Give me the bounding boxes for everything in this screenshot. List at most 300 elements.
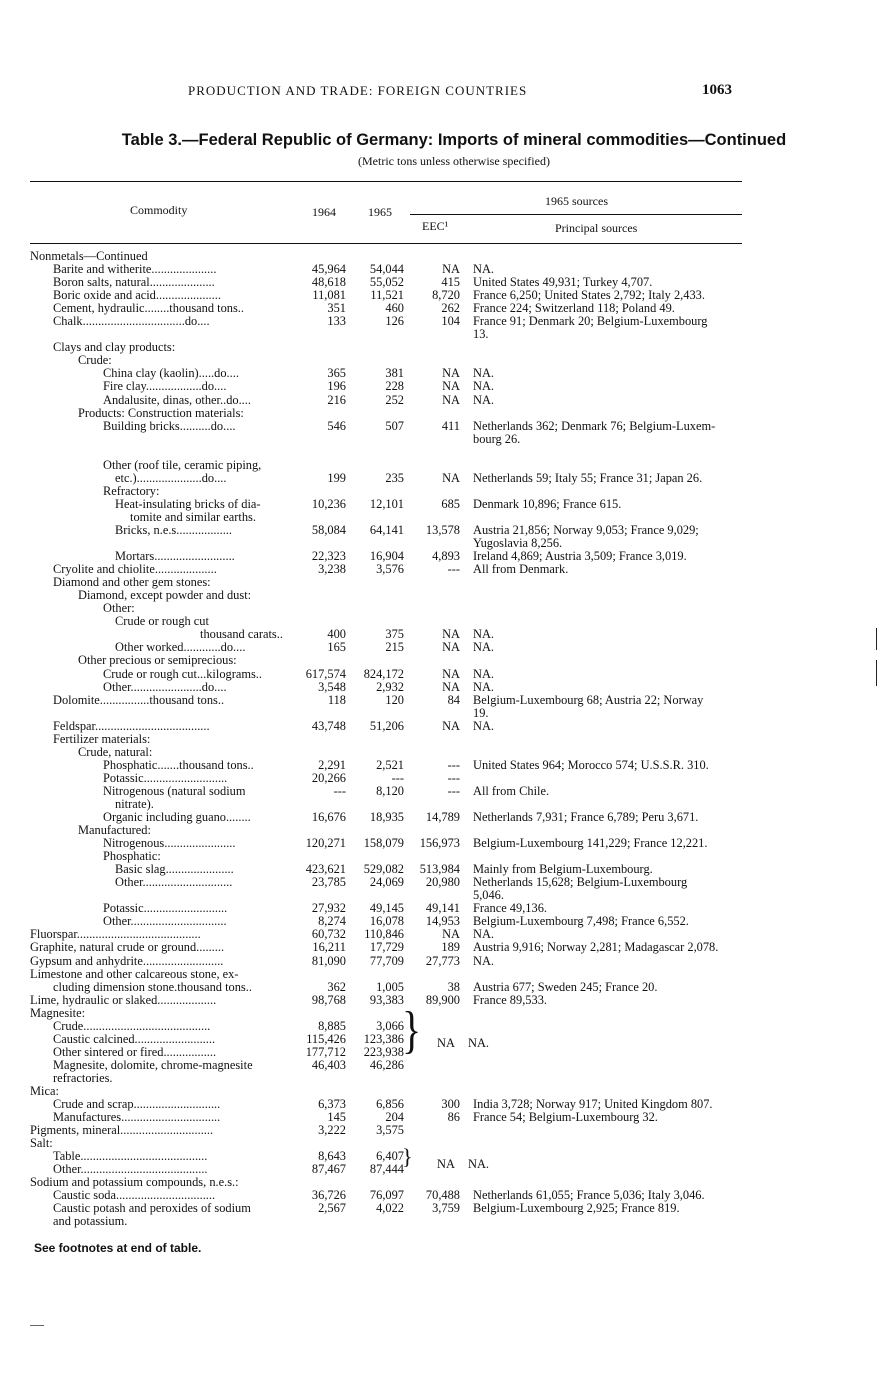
row-label: Salt: (30, 1137, 53, 1151)
row-label: Other sintered or fired................. (53, 1045, 217, 1059)
row-label: Limestone and other calcareous stone, ex- (30, 967, 239, 981)
value-eec: NA (442, 366, 460, 381)
page-number: 1063 (702, 82, 732, 98)
value-eec: 156,973 (419, 836, 460, 851)
table-body (0, 250, 888, 1229)
row-label: Fire clay..................do.... (103, 380, 227, 394)
margin-mark (876, 628, 877, 650)
value-1964: 165 (327, 640, 346, 655)
principal-sources: NA. (473, 640, 494, 655)
row-label: Heat-insulating bricks of dia- (115, 497, 261, 511)
value-1964: 216 (327, 392, 346, 407)
value-eec: NA (442, 679, 460, 694)
table-row (0, 589, 888, 602)
row-label: Clays and clay products: (53, 341, 176, 355)
value-eec: 84 (447, 692, 460, 707)
principal-sources: All from Chile. (473, 783, 550, 798)
value-eec: 38 (447, 979, 460, 994)
value-1965: 6,856 (376, 1097, 404, 1112)
row-label: nitrate). (115, 797, 154, 811)
value-1965: 77,709 (369, 953, 404, 968)
row-label: Caustic calcined.......................... (53, 1032, 216, 1046)
value-1965: 16,078 (369, 914, 404, 929)
principal-sources: All from Denmark. (473, 562, 569, 577)
principal-sources: United States 49,931; Turkey 4,707. (473, 275, 653, 290)
row-label: Gypsum and anhydrite.......................... (30, 954, 224, 968)
principal-sources: France 89,533. (473, 992, 547, 1007)
principal-sources: NA. (473, 953, 494, 968)
value-1964: 118 (327, 692, 346, 707)
principal-sources: NA. (473, 392, 494, 407)
table-row (0, 380, 888, 393)
table-row (0, 876, 888, 889)
row-label: Barite and witherite..................... (53, 263, 217, 277)
col-eec: EEC¹ (422, 219, 449, 233)
principal-sources: NA. (473, 927, 494, 942)
table-row (0, 681, 888, 694)
principal-sources: 19. (473, 705, 489, 720)
value-1965: 2,521 (376, 757, 404, 772)
row-label: Products: Construction materials: (78, 406, 244, 420)
row-label: Nitrogenous (natural sodium (103, 784, 246, 798)
value-eec: NA (442, 627, 460, 642)
row-label: etc.).....................do.... (115, 471, 227, 485)
table-row (0, 446, 888, 459)
row-label: Crude, natural: (78, 745, 153, 759)
value-1965: 8,120 (376, 783, 404, 798)
value-1965: 824,172 (363, 666, 404, 681)
table-row (0, 654, 888, 667)
value-1964: 8,885 (318, 1018, 346, 1033)
row-label: Caustic soda................................ (53, 1189, 216, 1203)
corner-mark (30, 1325, 44, 1326)
value-eec: --- (447, 783, 460, 798)
value-eec: 415 (441, 275, 460, 290)
value-eec: 685 (441, 496, 460, 511)
row-label: Andalusite, dinas, other..do.... (103, 393, 251, 407)
value-eec: 14,789 (425, 810, 460, 825)
row-label: Mortars.......................... (115, 550, 235, 564)
value-eec: 27,773 (425, 953, 460, 968)
row-label: Pigments, mineral.............................. (30, 1124, 214, 1138)
row-label: thousand carats.. (200, 628, 283, 642)
value-1965: 51,206 (369, 718, 404, 733)
table-row (0, 772, 888, 785)
magnesite-brace: } (402, 1000, 422, 1059)
sources-rule (410, 214, 742, 215)
row-label: Fluorspar........................................ (30, 928, 201, 942)
principal-sources: Belgium-Luxembourg 68; Austria 22; Norway (473, 692, 704, 707)
row-label: Feldspar..................................... (53, 719, 210, 733)
value-1964: 60,732 (311, 927, 346, 942)
row-label: Crude or rough cut (115, 615, 209, 629)
value-eec: 89,900 (425, 992, 460, 1007)
value-1965: 76,097 (369, 1188, 404, 1203)
value-1964: 81,090 (311, 953, 346, 968)
row-label: Nonmetals—Continued (30, 250, 148, 263)
value-1965: 375 (385, 627, 404, 642)
value-1965: 12,101 (369, 496, 404, 511)
value-1965: 18,935 (369, 810, 404, 825)
value-1964: 177,712 (305, 1044, 346, 1059)
row-label: Magnesite, dolomite, chrome-magnesite (53, 1058, 253, 1072)
table-row (0, 433, 888, 446)
col-commodity: Commodity (130, 203, 188, 217)
row-label: Table......................................... (53, 1150, 208, 1164)
value-1964: 8,643 (318, 1149, 346, 1164)
value-eec: NA (442, 392, 460, 407)
value-1964: 23,785 (311, 875, 346, 890)
value-eec: 189 (441, 940, 460, 955)
row-label: Other............................. (115, 876, 233, 890)
value-1964: 6,373 (318, 1097, 346, 1112)
value-1965: 123,386 (363, 1031, 404, 1046)
value-1964: 199 (327, 470, 346, 485)
row-label: Basic slag...................... (115, 863, 234, 877)
value-1964: 133 (327, 314, 346, 329)
salt-brace: } (402, 1144, 413, 1169)
row-label: Potassic........................... (103, 902, 228, 916)
row-label: Lime, hydraulic or slaked................... (30, 993, 217, 1007)
value-1965: 16,904 (369, 549, 404, 564)
table-row (0, 420, 888, 433)
table-row (0, 955, 888, 968)
col-1965-sources: 1965 sources (545, 194, 608, 208)
value-1964: 365 (327, 366, 346, 381)
principal-sources: Belgium-Luxembourg 2,925; France 819. (473, 1201, 680, 1216)
table-row (0, 1098, 888, 1111)
value-1965: 158,079 (363, 836, 404, 851)
row-label: Building bricks..........do.... (103, 419, 236, 433)
value-1965: 120 (385, 692, 404, 707)
table-row (0, 485, 888, 498)
row-label: Phosphatic.......thousand tons.. (103, 758, 254, 772)
table-row (0, 811, 888, 824)
value-1965: 87,444 (369, 1162, 404, 1177)
value-1964: 8,274 (318, 914, 346, 929)
table-row (0, 720, 888, 733)
margin-mark (876, 660, 877, 686)
value-1964: 16,211 (312, 940, 346, 955)
value-1965: 381 (385, 366, 404, 381)
row-label: Boric oxide and acid..................... (53, 289, 221, 303)
value-1965: 1,005 (376, 979, 404, 994)
col-principal-sources: Principal sources (555, 221, 638, 235)
principal-sources: NA. (473, 666, 494, 681)
value-1965: 3,066 (376, 1018, 404, 1033)
table-caption (0, 131, 888, 169)
row-label: Potassic........................... (103, 771, 228, 785)
value-1965: 460 (385, 301, 404, 316)
value-eec: NA (442, 927, 460, 942)
row-label: Mica: (30, 1085, 59, 1098)
value-1964: 145 (327, 1110, 346, 1125)
value-1965: 6,407 (376, 1149, 404, 1164)
table-subtitle: (Metric tons unless otherwise specified) (358, 154, 550, 168)
row-label: refractories. (53, 1071, 113, 1085)
header-top-rule (30, 181, 742, 182)
value-1964: 423,621 (305, 862, 346, 877)
table-row (0, 1007, 888, 1020)
table-row (0, 498, 888, 511)
value-1965: 507 (385, 418, 404, 433)
principal-sources: United States 964; Morocco 574; U.S.S.R. 310. (473, 757, 709, 772)
value-1964: 196 (327, 379, 346, 394)
value-1964: 46,403 (311, 1057, 346, 1072)
value-1965: 64,141 (369, 522, 404, 537)
value-1964: 2,567 (318, 1201, 346, 1216)
salt-sources: NA. (468, 1157, 489, 1171)
value-eec: NA (442, 718, 460, 733)
row-label: cluding dimension stone.thousand tons.. (53, 980, 252, 994)
table-row (0, 459, 888, 472)
principal-sources: Austria 9,916; Norway 2,281; Madagascar 2,078. (473, 940, 719, 955)
value-1965: 110,846 (364, 927, 404, 942)
table-row (0, 746, 888, 759)
value-1964: 3,548 (318, 679, 346, 694)
value-1964: 11,081 (312, 288, 346, 303)
value-eec: 411 (441, 418, 460, 433)
value-1965: 3,576 (376, 562, 404, 577)
value-1964: 3,222 (318, 1123, 346, 1138)
row-label: Magnesite: (30, 1006, 86, 1020)
value-1964: 351 (327, 301, 346, 316)
running-head-title: PRODUCTION AND TRADE: FOREIGN COUNTRIES (188, 83, 528, 98)
col-1964: 1964 (312, 205, 336, 219)
principal-sources: Belgium-Luxembourg 141,229; France 12,221. (473, 836, 708, 851)
row-label: Manufactured: (78, 824, 151, 838)
row-label: Diamond and other gem stones: (53, 576, 211, 590)
value-1965: 46,286 (369, 1057, 404, 1072)
table-row (0, 328, 888, 341)
row-label: China clay (kaolin).....do.... (103, 367, 239, 381)
row-label: Cement, hydraulic........thousand tons.. (53, 302, 244, 316)
principal-sources: France 224; Switzerland 118; Poland 49. (473, 301, 675, 316)
table-row (0, 837, 888, 850)
row-label: Sodium and potassium compounds, n.e.s.: (30, 1176, 239, 1190)
value-1964: 87,467 (311, 1162, 346, 1177)
value-eec: 14,953 (425, 914, 460, 929)
value-1964: 27,932 (311, 901, 346, 916)
row-label: Crude......................................... (53, 1019, 211, 1033)
table-row (0, 524, 888, 537)
principal-sources: NA. (473, 366, 494, 381)
value-1965: 24,069 (369, 875, 404, 890)
value-eec: NA (442, 379, 460, 394)
row-label: Other: (103, 602, 135, 616)
value-1964: 48,618 (311, 275, 346, 290)
principal-sources: France 6,250; United States 2,792; Italy 2,433. (473, 288, 705, 303)
row-label: Bricks, n.e.s.................. (115, 523, 233, 537)
row-label: Other (roof tile, ceramic piping, (103, 458, 262, 472)
value-1964: 22,323 (311, 549, 346, 564)
table-row (0, 994, 888, 1007)
table-row (0, 1111, 888, 1124)
principal-sources: Austria 21,856; Norway 9,053; France 9,029; (473, 522, 699, 537)
magnesite-sources: NA. (468, 1036, 489, 1050)
header-bottom-rule (30, 243, 742, 244)
table-row (0, 981, 888, 994)
row-label: Other......................................... (53, 1163, 208, 1177)
salt-eec: NA (437, 1157, 455, 1171)
value-1964: 45,964 (311, 262, 346, 277)
principal-sources: Ireland 4,869; Austria 3,509; France 3,019. (473, 549, 687, 564)
row-label: Crude: (78, 354, 112, 368)
value-1964: 120,271 (305, 836, 346, 851)
table-row (0, 407, 888, 420)
value-1965: 529,082 (363, 862, 404, 877)
row-label: Diamond, except powder and dust: (78, 589, 252, 603)
row-label: Crude and scrap............................ (53, 1098, 221, 1112)
table-row (0, 1072, 888, 1085)
row-label: Fertilizer materials: (53, 732, 151, 746)
principal-sources: NA. (473, 679, 494, 694)
value-eec: 300 (441, 1097, 460, 1112)
value-eec: 8,720 (432, 288, 460, 303)
table-row (0, 1137, 888, 1150)
row-label: Other............................... (103, 915, 227, 929)
row-label: Chalk.................................do.... (53, 315, 210, 329)
value-1965: 11,521 (370, 288, 404, 303)
table-row (0, 941, 888, 954)
table-row (0, 1020, 888, 1033)
value-eec: NA (442, 666, 460, 681)
row-label: Boron salts, natural..................... (53, 276, 215, 290)
value-1964: 10,236 (311, 496, 346, 511)
row-label: Crude or rough cut...kilograms.. (103, 667, 262, 681)
value-1964: 20,266 (311, 770, 346, 785)
value-1964: 2,291 (318, 757, 346, 772)
value-eec: 3,759 (432, 1201, 460, 1216)
table-row (0, 563, 888, 576)
principal-sources: Netherlands 59; Italy 55; France 31; Japan 26. (473, 470, 703, 485)
row-label: and potassium. (53, 1215, 128, 1229)
value-1964: 16,676 (311, 810, 346, 825)
row-label: Dolomite................thousand tons.. (53, 693, 225, 707)
value-1965: 93,383 (369, 992, 404, 1007)
value-1965: 2,932 (376, 679, 404, 694)
value-1965: 204 (385, 1110, 404, 1125)
col-1965: 1965 (368, 205, 392, 219)
value-1965: 3,575 (376, 1123, 404, 1138)
table-row (0, 1124, 888, 1137)
row-label: Other precious or semiprecious: (78, 654, 237, 668)
value-1964: 400 (327, 627, 346, 642)
table-row (0, 394, 888, 407)
principal-sources: France 54; Belgium-Luxembourg 32. (473, 1110, 658, 1125)
value-1964: --- (333, 783, 346, 798)
table-row (0, 1215, 888, 1228)
table-row (0, 707, 888, 720)
value-1965: 223,938 (363, 1044, 404, 1059)
value-1964: 58,084 (311, 522, 346, 537)
table-row (0, 1059, 888, 1072)
principal-sources: Netherlands 61,055; France 5,036; Italy 3,046. (473, 1188, 705, 1203)
table-row (0, 315, 888, 328)
value-1965: 4,022 (376, 1201, 404, 1216)
table-title: Table 3.—Federal Republic of Germany: Imports of mineral commodities—Continued (121, 131, 787, 149)
row-label: Phosphatic: (103, 850, 161, 864)
value-1964: 617,574 (305, 666, 346, 681)
principal-sources: NA. (473, 718, 494, 733)
principal-sources: Netherlands 15,628; Belgium-Luxembourg (473, 875, 688, 890)
value-eec: NA (442, 640, 460, 655)
value-eec: 262 (441, 301, 460, 316)
principal-sources: NA. (473, 262, 494, 277)
principal-sources: Denmark 10,896; France 615. (473, 496, 622, 511)
value-eec: 513,984 (419, 862, 460, 877)
running-head (0, 83, 888, 103)
principal-sources: bourg 26. (473, 431, 521, 446)
table-row (0, 733, 888, 746)
value-eec: --- (447, 770, 460, 785)
value-1965: 17,729 (369, 940, 404, 955)
row-label: Cryolite and chiolite.................... (53, 563, 217, 577)
principal-sources: Yugoslavia 8,256. (473, 536, 563, 551)
value-1965: 228 (385, 379, 404, 394)
value-1964: 43,748 (311, 718, 346, 733)
row-label: Other worked............do.... (115, 641, 246, 655)
row-label: Graphite, natural crude or ground......... (30, 941, 225, 955)
value-1965: 235 (385, 470, 404, 485)
row-label: Organic including guano........ (103, 811, 251, 825)
table-row (0, 1202, 888, 1215)
value-eec: 49,141 (425, 901, 460, 916)
value-eec: 70,488 (425, 1188, 460, 1203)
principal-sources: Netherlands 362; Denmark 76; Belgium-Luxem- (473, 418, 716, 433)
value-1965: 252 (385, 392, 404, 407)
principal-sources: Mainly from Belgium-Luxembourg. (473, 862, 653, 877)
table-row (0, 472, 888, 485)
principal-sources: Belgium-Luxembourg 7,498; France 6,552. (473, 914, 689, 929)
table-row (0, 641, 888, 654)
principal-sources: NA. (473, 627, 494, 642)
value-1964: 36,726 (311, 1188, 346, 1203)
principal-sources: NA. (473, 379, 494, 394)
value-eec: 4,893 (432, 549, 460, 564)
value-1964: 546 (327, 418, 346, 433)
value-1965: 215 (385, 640, 404, 655)
value-1965: --- (391, 770, 404, 785)
value-eec: NA (442, 262, 460, 277)
principal-sources: France 91; Denmark 20; Belgium-Luxembourg (473, 314, 708, 329)
value-eec: 86 (447, 1110, 460, 1125)
value-eec: --- (447, 562, 460, 577)
value-1965: 126 (385, 314, 404, 329)
value-1965: 54,044 (369, 262, 404, 277)
magnesite-eec: NA (437, 1036, 455, 1050)
principal-sources: India 3,728; Norway 917; United Kingdom 807. (473, 1097, 713, 1112)
value-eec: 20,980 (425, 875, 460, 890)
footnote: See footnotes at end of table. (34, 1241, 202, 1255)
table-row (0, 968, 888, 981)
value-1964: 362 (327, 979, 346, 994)
principal-sources: France 49,136. (473, 901, 547, 916)
value-1964: 3,238 (318, 562, 346, 577)
value-eec: NA (442, 470, 460, 485)
table-row (0, 576, 888, 589)
principal-sources: Netherlands 7,931; France 6,789; Peru 3,671. (473, 810, 699, 825)
row-label: Other.......................do.... (103, 680, 227, 694)
table-row (0, 341, 888, 354)
value-eec: 13,578 (425, 522, 460, 537)
table-row (0, 694, 888, 707)
table-row (0, 759, 888, 772)
table-row (0, 550, 888, 563)
value-eec: 104 (441, 314, 460, 329)
value-1965: 49,145 (369, 901, 404, 916)
value-1965: 55,052 (369, 275, 404, 290)
